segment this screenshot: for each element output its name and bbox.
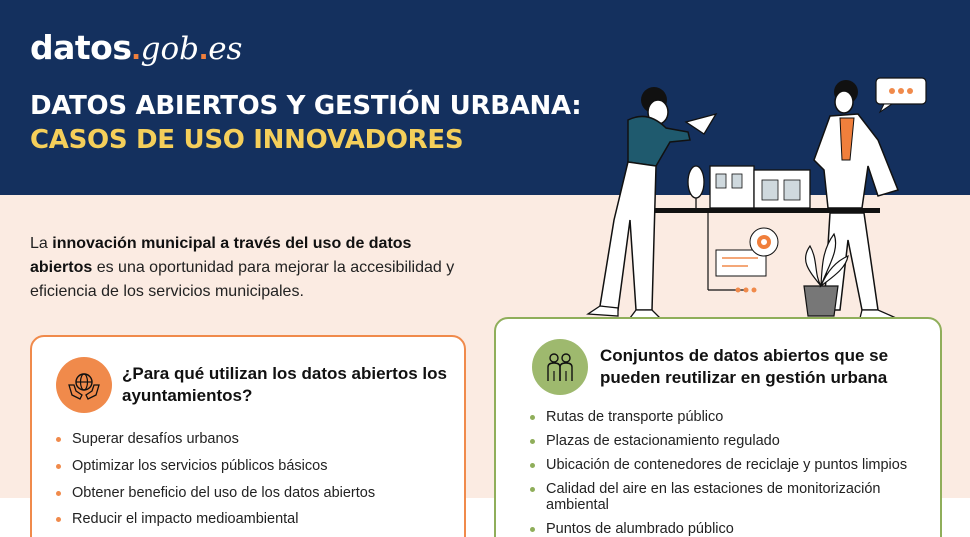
- list-item: Obtener beneficio del uso de los datos abiertos: [56, 485, 456, 501]
- list-item: Superar desafíos urbanos: [56, 431, 456, 447]
- intro-paragraph: La innovación municipal a través del uso de datos abiertos es una oportunidad para mejorar la accesibilidad y eficiencia de los servicios municipales.: [30, 235, 455, 300]
- gear-icon: [750, 228, 778, 256]
- city-model: [688, 166, 810, 208]
- list-item: Reducir el impacto medioambiental: [56, 511, 456, 527]
- people-group-icon: [532, 339, 588, 395]
- list-item: Plazas de estacionamiento regulado: [530, 433, 930, 449]
- urban-planning-illustration: [578, 70, 958, 320]
- list-item: Optimizar los servicios públicos básicos: [56, 458, 456, 474]
- page-title-line-1: DATOS ABIERTOS Y GESTIÓN URBANA:: [30, 91, 582, 121]
- speech-bubble-icon: [876, 78, 926, 112]
- list-item: Rutas de transporte público: [530, 409, 930, 425]
- hands-globe-icon: [56, 357, 112, 413]
- site-logo[interactable]: datos.gob.es: [30, 28, 243, 67]
- list-item: Calidad del aire en las estaciones de monitorización ambiental: [530, 481, 930, 513]
- uses-card-title: ¿Para qué utilizan los datos abiertos los ayuntamientos?: [122, 364, 447, 405]
- uses-list: [56, 431, 456, 537]
- woman-figure: [588, 87, 716, 318]
- page-title-line-2: CASOS DE USO INNOVADORES: [30, 125, 464, 155]
- uses-card: [30, 335, 466, 537]
- datasets-card-title: Conjuntos de datos abiertos que se pueden reutilizar en gestión urbana: [600, 346, 889, 387]
- list-item: Ubicación de contenedores de reciclaje y puntos limpios: [530, 457, 930, 473]
- datasets-card: [494, 317, 942, 537]
- datasets-list: [530, 409, 930, 537]
- list-item: Puntos de alumbrado público: [530, 521, 930, 537]
